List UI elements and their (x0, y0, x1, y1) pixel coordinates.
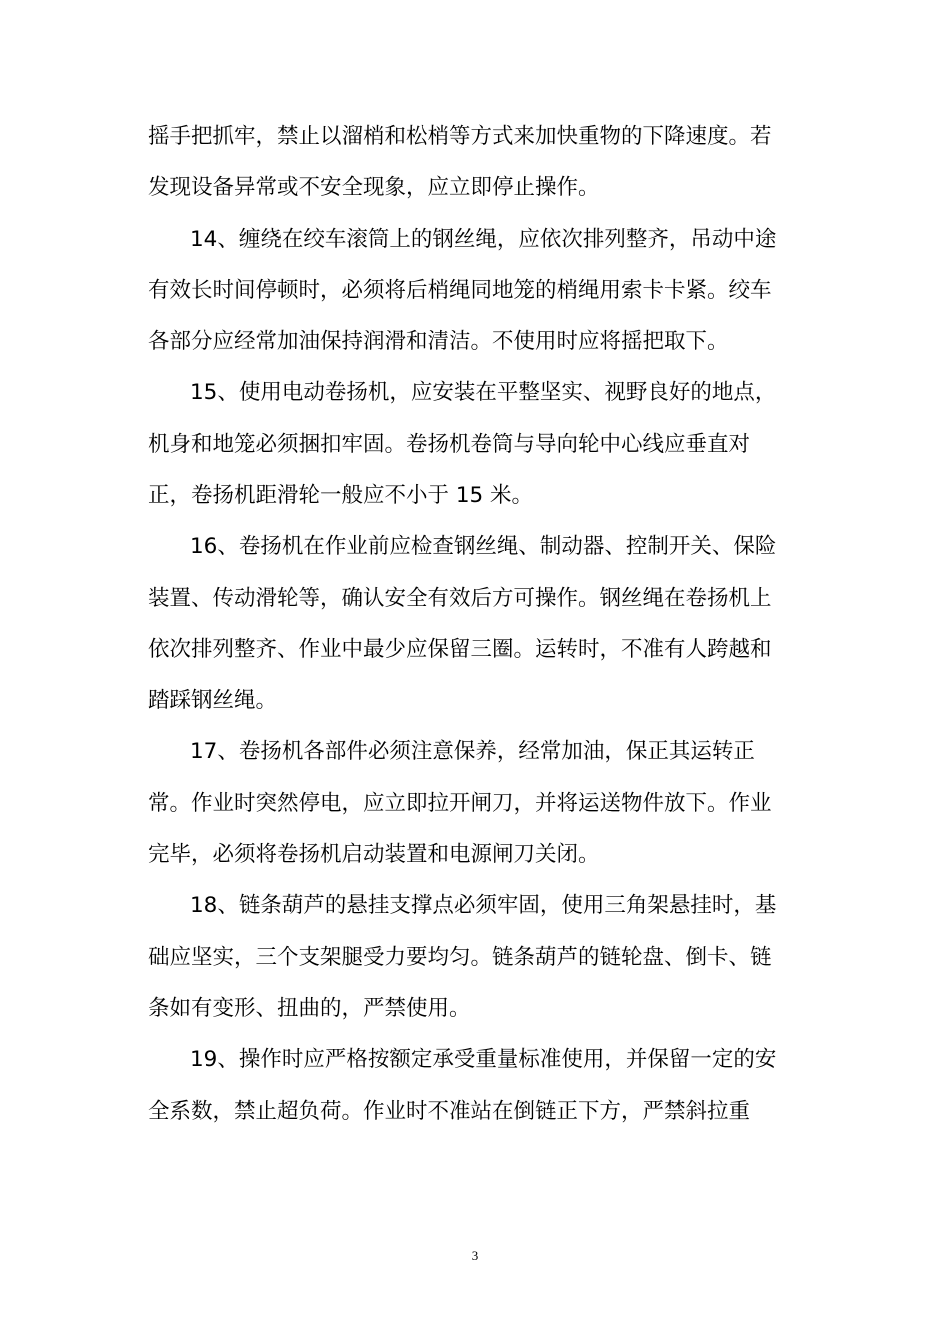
item-15-line-1: 15、使用电动卷扬机，应安装在平整坚实、视野良好的地点， (190, 380, 777, 405)
text-line-1: 摇手把抓牢，禁止以溜梢和松梢等方式来加快重物的下降速度。若 (148, 124, 772, 149)
item-19-line-2: 全系数，禁止超负荷。作业时不准站在倒链正下方，严禁斜拉重 (148, 1099, 751, 1124)
item-16-line-2: 装置、传动滑轮等，确认安全有效后方可操作。钢丝绳在卷扬机上 (148, 586, 772, 611)
item-15-line-2: 机身和地笼必须捆扣牢固。卷扬机卷筒与导向轮中心线应垂直对 (148, 432, 751, 457)
item-16-line-1: 16、卷扬机在作业前应检查钢丝绳、制动器、控制开关、保险 (190, 534, 777, 559)
item-18-line-1: 18、链条葫芦的悬挂支撑点必须牢固，使用三角架悬挂时，基 (190, 893, 777, 918)
item-17-line-3: 完毕，必须将卷扬机启动装置和电源闸刀关闭。 (148, 842, 600, 867)
text-line-2: 发现设备异常或不安全现象，应立即停止操作。 (148, 175, 600, 200)
item-19-line-1: 19、操作时应严格按额定承受重量标准使用，并保留一定的安 (190, 1047, 777, 1072)
item-14-line-1: 14、缠绕在绞车滚筒上的钢丝绳，应依次排列整齐，吊动中途 (190, 227, 777, 252)
item-16-line-4: 踏踩钢丝绳。 (148, 688, 278, 713)
item-14-line-2: 有效长时间停顿时，必须将后梢绳同地笼的梢绳用索卡卡紧。绞车 (148, 278, 772, 303)
item-18-line-2: 础应坚实，三个支架腿受力要均匀。链条葫芦的链轮盘、倒卡、链 (148, 945, 772, 970)
item-15-line-3: 正，卷扬机距滑轮一般应不小于 15 米。 (148, 483, 534, 508)
page-number: 3 (471, 1248, 479, 1263)
item-16-line-3: 依次排列整齐、作业中最少应保留三圈。运转时，不准有人跨越和 (148, 637, 772, 662)
item-14-line-3: 各部分应经常加油保持润滑和清洁。不使用时应将摇把取下。 (148, 329, 729, 354)
item-17-line-2: 常。作业时突然停电，应立即拉开闸刀，并将运送物件放下。作业 (148, 791, 772, 816)
item-17-line-1: 17、卷扬机各部件必须注意保养，经常加油，保正其运转正 (190, 739, 755, 764)
item-18-line-3: 条如有变形、扭曲的，严禁使用。 (148, 996, 471, 1021)
